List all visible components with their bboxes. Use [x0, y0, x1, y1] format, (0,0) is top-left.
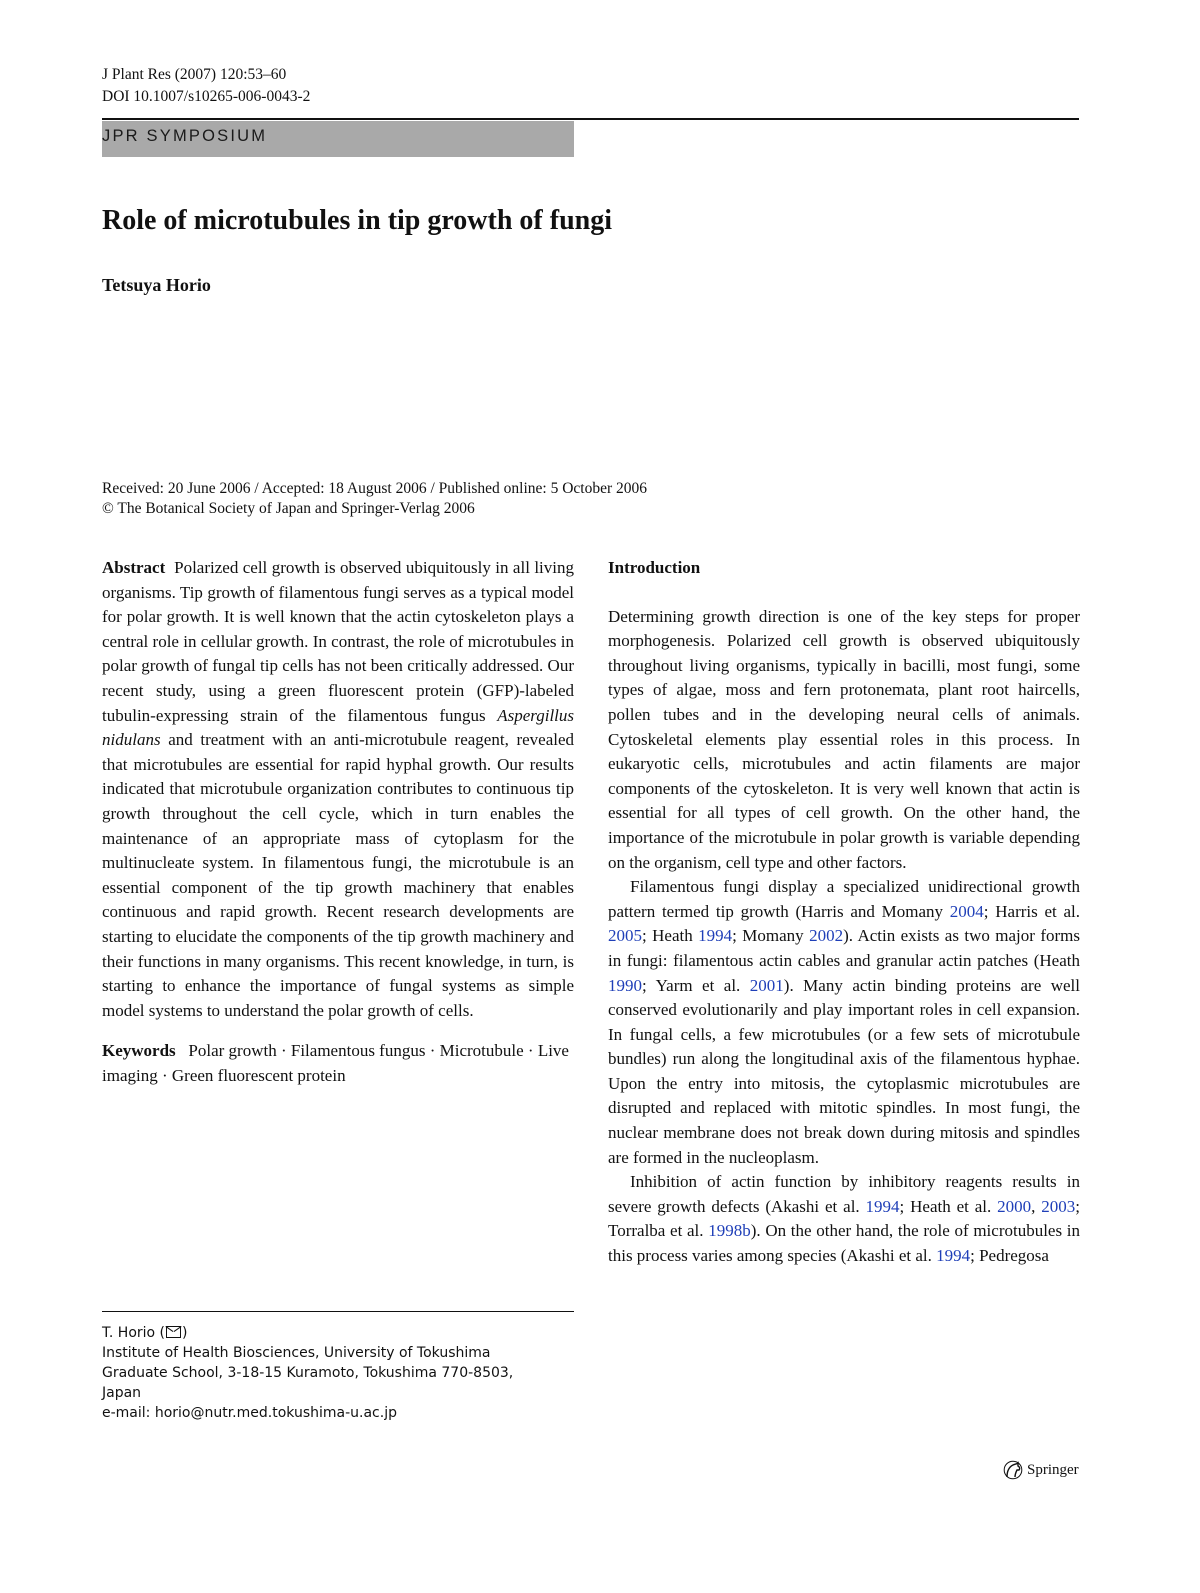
right-column	[608, 556, 1080, 1269]
footnote-author: T. Horio ( )	[102, 1325, 188, 1341]
header-rule	[102, 118, 1079, 120]
left-column	[102, 556, 574, 1088]
journal-header	[102, 64, 310, 108]
received-line: Received: 20 June 2006 / Accepted: 18 August 2006 / Published online: 5 October 2006	[102, 480, 648, 497]
intro-paragraph-3: Inhibition of actin function by inhibitory reagents results in severe growth defects (Akashi et al. 1994; Heath et al. 2000, 2003; Torralba et al. 1998b). On the other hand, the role of microtubules in this process varies among species (Akashi et al. 1994; Pedregosa	[608, 1172, 1081, 1266]
intro-paragraph-2: Filamentous fungi display a specialized unidirectional growth pattern termed tip growth (Harris and Momany 2004; Harris et al. 2005; Heath 1994; Momany 2002). Actin exists as two major forms in fungi: filamentous actin cables and granular actin patches (Heath 1990; Yarm et al. 2001). Many actin binding proteins are well conserved evolutionarily and play important roles in cell expansion. In fungal cells, a few microtubules (or a few sets of microtubule bundles) run along the longitudinal axis of the filamentous hyphae. Upon the entry into mitosis, the cytoplasmic microtubules are disrupted and replaced with mitotic spindles. In most fungi, the nuclear membrane does not break down during mitosis and spindles are formed in the nucleoplasm.	[608, 877, 1081, 1167]
article-author: Tetsuya Horio	[102, 275, 211, 295]
citation-link[interactable]: 1994	[936, 1246, 971, 1266]
citation-link[interactable]: 1990	[608, 975, 642, 995]
abstract-label: Abstract	[102, 558, 166, 577]
abstract-text-1: Polarized cell growth is observed ubiquitously in all living organisms. Tip growth of filamentous fungi serves as a typical model for polar growth. It is well known that the actin cytoskeleton plays a central role in cellular growth. In contrast, the role of microtubules in polar growth of fungal tip cells has not been critically addressed. Our recent study, using a green fluorescent protein (GFP)-labeled tubulin-expressing strain of the filamentous fungus	[102, 558, 575, 725]
abstract	[102, 556, 574, 1023]
citation-link[interactable]: 1994	[698, 926, 733, 946]
envelope-icon	[166, 1326, 181, 1338]
section-banner	[102, 121, 574, 157]
footnote-affiliation-2: Graduate School, 3-18-15 Kuramoto, Tokushima 770-8503,	[102, 1365, 514, 1381]
citation-link[interactable]: 2005	[608, 926, 642, 946]
publisher-name: Springer	[1027, 1461, 1079, 1478]
publication-dates	[102, 479, 647, 519]
citation-link[interactable]: 2002	[809, 926, 844, 946]
keywords-text: Polar growth · Filamentous fungus · Microtubule · Live imaging · Green fluorescent protein	[102, 1041, 569, 1085]
footnote-email[interactable]: e-mail: horio@nutr.med.tokushima-u.ac.jp	[102, 1405, 397, 1421]
journal-citation: J Plant Res (2007) 120:53–60	[102, 66, 287, 83]
springer-horse-icon	[1003, 1460, 1023, 1480]
citation-link[interactable]: 2003	[1041, 1196, 1076, 1216]
footnote-affiliation-1: Institute of Health Biosciences, University of Tokushima	[102, 1345, 491, 1361]
abstract-text-2: and treatment with an anti-microtubule reagent, revealed that microtubules are essential for rapid hyphal growth. Our results indicated that microtubule organization contributes to continuous tip growth throughout the cell cycle, which in turn enables the maintenance of an appropriate mass of cytoplasm for the multinucleate system. In filamentous fungi, the microtubule is an essential component of the tip growth machinery that enables continuous and rapid growth. Recent research developments are starting to elucidate the components of the tip growth machinery and their functions in many organisms. This recent knowledge, in turn, is starting to enhance the importance of fungal systems as simple model systems to understand the polar growth of cells.	[102, 730, 575, 1020]
citation-link[interactable]: 1994	[865, 1196, 900, 1216]
abstract-species: Aspergillus nidulans	[102, 705, 575, 750]
citation-link[interactable]: 2000	[997, 1196, 1032, 1216]
keywords-label: Keywords	[102, 1041, 176, 1061]
publisher-logo	[1003, 1460, 1079, 1480]
journal-doi: DOI 10.1007/s10265-006-0043-2	[102, 88, 311, 105]
footnote-affiliation-3: Japan	[102, 1385, 142, 1401]
copyright-line: © The Botanical Society of Japan and Springer-Verlag 2006	[102, 500, 475, 517]
author-footnote	[102, 1323, 574, 1423]
footnote-rule	[102, 1311, 574, 1312]
citation-link[interactable]: 2001	[749, 975, 784, 995]
intro-paragraph-1: Determining growth direction is one of the key steps for proper morphogenesis. Polarized cell growth is observed ubiquitously throughout living organisms, typically in bacilli, most fungi, some types of algae, moss and fern protonemata, plant root haircells, pollen tubes and in the developing neural cells of animals. Cytoskeletal elements play essential roles in this process. In eukaryotic cells, microtubules and actin filaments are major components of the cytoskeleton. It is very well known that actin is essential for all types of cell growth. On the other hand, the importance of the microtubule in polar growth is variable depending on the organism, cell type and other factors.	[608, 606, 1080, 872]
article-title: Role of microtubules in tip growth of fungi	[102, 205, 612, 236]
keywords	[102, 1039, 574, 1088]
citation-link[interactable]: 1998b	[708, 1221, 751, 1241]
citation-link[interactable]: 2004	[949, 901, 984, 921]
introduction-heading: Introduction	[608, 558, 701, 577]
section-label: JPR SYMPOSIUM	[102, 127, 268, 145]
